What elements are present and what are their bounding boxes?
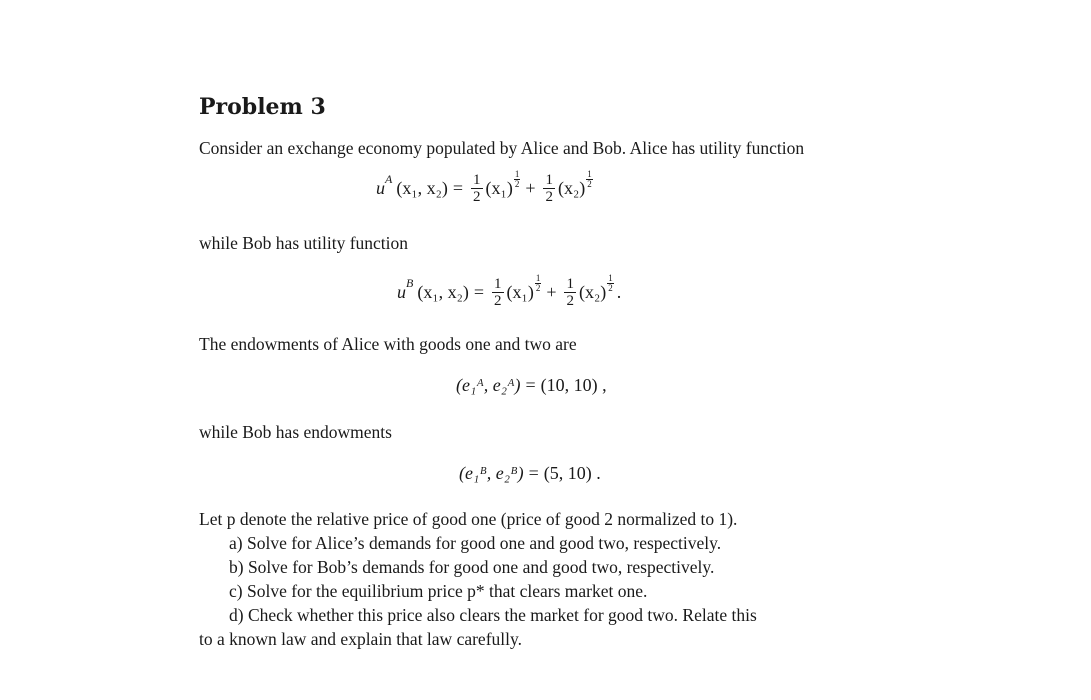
exponent-fraction: $\frac{1}{2}$ [608,273,613,293]
exponent-fraction: $\frac{1}{2}$ [514,169,520,189]
plus-sign: + [546,282,557,302]
equation-period: . [616,282,622,302]
endowment-lhs: (e₁ᴮ, e₂ᴮ) [459,463,524,483]
term-x2: (x₂) [578,282,607,302]
alice-endowment-equation [456,375,607,396]
endowment-rhs: (10, 10) , [540,375,607,395]
coefficient-fraction: $\frac{1}{2}$ [545,172,553,205]
utility-args: (x₁, x₂) [396,178,448,198]
problem-title: Problem 3 [199,94,326,120]
utility-superscript: B [406,276,414,290]
alice-utility-equation [376,169,593,205]
question-d: d) Check whether this price also clears the market for good two. Relate this [229,605,757,625]
endowment-lhs: (e₁ᴬ, e₂ᴬ) [456,375,521,395]
bob-endowment-equation [459,463,601,484]
bob-endowment-intro: while Bob has endowments [199,422,392,442]
utility-symbol: u [376,178,385,198]
equals-sign: = [528,463,539,483]
coefficient-fraction: $\frac{1}{2}$ [473,172,481,205]
coefficient-fraction: $\frac{1}{2}$ [494,276,502,309]
price-paragraph: Let p denote the relative price of good one (price of good 2 normalized to 1). [199,509,738,529]
bob-utility-equation [397,273,622,309]
alice-endowment-intro: The endowments of Alice with goods one and two are [199,334,577,354]
utility-superscript: A [385,172,393,186]
equals-sign: = [473,282,485,302]
exponent-fraction: $\frac{1}{2}$ [587,169,592,189]
question-c: c) Solve for the equilibrium price p* that clears market one. [229,581,648,601]
intro-paragraph: Consider an exchange economy populated by Alice and Bob. Alice has utility function [199,138,805,158]
exponent-fraction: $\frac{1}{2}$ [535,273,541,293]
equals-sign: = [452,178,464,198]
bob-utility-intro: while Bob has utility function [199,233,409,253]
question-b: b) Solve for Bob’s demands for good one and good two, respectively. [229,557,715,577]
coefficient-fraction: $\frac{1}{2}$ [566,276,574,309]
utility-args: (x₁, x₂) [417,282,469,302]
term-x2: (x₂) [557,178,586,198]
utility-symbol: u [397,282,406,302]
closing-line: to a known law and explain that law carefully. [199,629,522,649]
plus-sign: + [525,178,536,198]
question-a: a) Solve for Alice’s demands for good one and good two, respectively. [229,533,722,553]
endowment-rhs: (5, 10) . [543,463,601,483]
term-x1: (x₁) [485,178,513,198]
equals-sign: = [525,375,536,395]
term-x1: (x₁) [506,282,534,302]
